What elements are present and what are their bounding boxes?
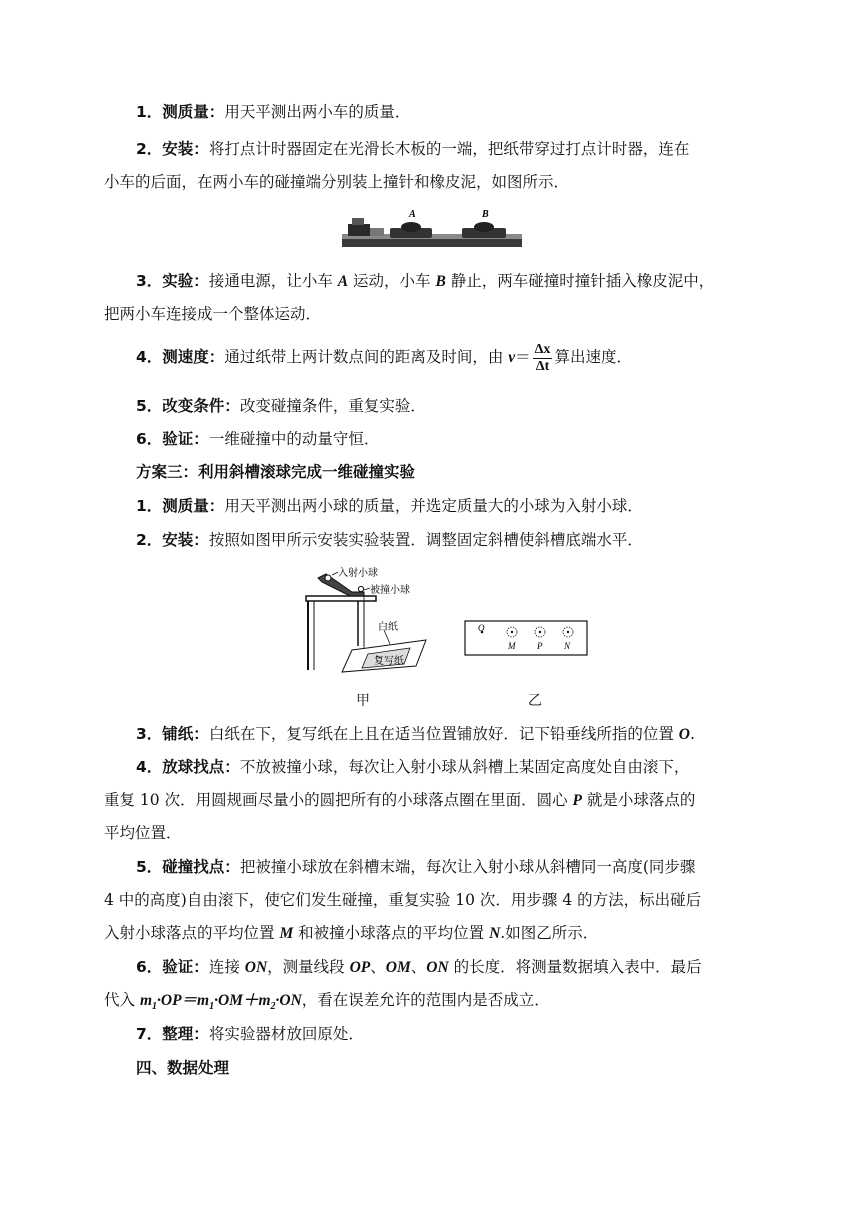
step-text: ，看在误差允许的范围内是否成立．: [301, 991, 550, 1009]
step-3-cont: 把两小车连接成一个整体运动．: [104, 305, 322, 323]
variable-n: N: [489, 925, 501, 942]
step-text: 白纸在下，复写纸在上且在适当位置铺放好．记下铅垂线所指的位置: [208, 725, 679, 743]
step-text: 通过纸带上两计数点间的距离及时间，由: [224, 348, 509, 366]
step-number: 5．: [136, 397, 163, 415]
step-1: [136, 102, 760, 122]
incident-ball-label: 入射小球: [338, 568, 378, 579]
step-number: 5．: [136, 858, 163, 876]
step-number: 2．: [136, 531, 163, 549]
cart-a-label: A: [409, 209, 416, 220]
point-n-label: N: [564, 641, 571, 651]
variable-m: M: [279, 925, 294, 942]
step-text: 把被撞小球放在斜槽末端，每次让入射小球从斜槽同一高度(同步骤: [239, 858, 696, 876]
step-text: 改变碰撞条件，重复实验．: [239, 397, 426, 415]
step-text: 静止，两车碰撞时撞针插入橡皮泥中，: [445, 272, 715, 290]
scheme-3-title: 方案三：利用斜槽滚球完成一维碰撞实验: [136, 463, 416, 481]
step-text: 运动，小车: [348, 272, 436, 290]
step-text: .如图乙所示．: [500, 924, 599, 942]
step-heading: 测质量：: [162, 497, 225, 515]
scheme3-step-7: [136, 1024, 760, 1044]
scheme3-step-5-cont: 4 中的高度)自由滚下，使它们发生碰撞，重复实验 10 次．用步骤 4 的方法，标出碰后: [104, 891, 702, 909]
step-text: 的长度．将测量数据填入表中．最后: [448, 958, 702, 976]
scheme3-step-6: [136, 957, 760, 978]
step-number: 6．: [136, 430, 163, 448]
step-heading: 实验：: [162, 272, 209, 290]
scheme3-step-5: [136, 857, 760, 877]
step-heading: 安装：: [162, 531, 209, 549]
step-text: 就是小球落点的: [581, 791, 696, 809]
scheme3-step-4-cont2: 平均位置．: [104, 824, 182, 842]
step-heading: 改变条件：: [162, 397, 240, 415]
step-text: 将实验器材放回原处．: [208, 1025, 364, 1043]
scheme3-step-2: [136, 530, 760, 550]
step-3: [136, 271, 760, 292]
step-number: 7．: [136, 1025, 163, 1043]
segment-on: ON: [244, 959, 268, 976]
step-text: 用天平测出两小车的质量．: [224, 103, 411, 121]
step-heading: 测质量：: [162, 103, 225, 121]
step-text: 用天平测出两小球的质量，并选定质量大的小球为入射小球．: [224, 497, 643, 515]
step-6: [136, 429, 760, 449]
step-number: 2．: [136, 140, 163, 158]
variable-b: B: [435, 273, 446, 290]
point-o-label: O: [478, 623, 485, 633]
fraction-denominator: Δt: [535, 358, 550, 374]
step-text: 算出速度．: [554, 348, 632, 366]
step-text: ，测量线段: [267, 958, 350, 976]
step-number: 3．: [136, 272, 163, 290]
ramp-apparatus-figure: [298, 566, 438, 676]
step-text: 不放被撞小球，每次让入射小球从斜槽上某固定高度处自由滚下，: [239, 758, 690, 776]
step-text: .: [689, 725, 695, 743]
step-heading: 测速度：: [162, 348, 225, 366]
step-heading: 安装：: [162, 140, 209, 158]
step-text: 按照如图甲所示安装实验装置．调整固定斜槽使斜槽底端水平．: [208, 531, 643, 549]
step-2-cont: 小车的后面，在两小车的碰撞端分别装上撞针和橡皮泥，如图所示．: [104, 173, 570, 191]
segment-om: OM: [385, 959, 411, 976]
step-text: 代入: [104, 991, 140, 1009]
step-number: 6．: [136, 958, 163, 976]
variable-a: A: [337, 273, 349, 290]
step-heading: 验证：: [162, 958, 209, 976]
scheme3-step-6-cont: [104, 990, 760, 1017]
step-heading: 放球找点：: [162, 758, 240, 776]
step-text: 连接: [208, 958, 245, 976]
segment-op: OP: [349, 959, 371, 976]
figure-caption-yi: 乙: [528, 693, 542, 709]
cart-collision-figure: [342, 206, 522, 252]
step-text: 一维碰撞中的动量守恒．: [208, 430, 380, 448]
step-text: 入射小球落点的平均位置: [104, 924, 280, 942]
scheme3-step-4-cont: [104, 790, 760, 811]
scheme3-step-1: [136, 496, 760, 516]
momentum-equation: $m_1\cdot OP=m_1\cdot OM+m_2\cdot ON$: [139, 992, 302, 1013]
step-number: 4．: [136, 348, 163, 366]
scheme3-step-5-cont2: [104, 923, 760, 944]
step-text: 、: [370, 958, 386, 976]
step-text: 重复 10 次．用圆规画尽量小的圆把所有的小球落点圈在里面．圆心: [104, 791, 573, 809]
white-paper-label: 白纸: [378, 622, 398, 633]
point-p-label: P: [537, 641, 543, 651]
step-number: 1．: [136, 497, 163, 515]
segment-on: ON: [426, 959, 449, 976]
scheme3-step-4: [136, 757, 760, 777]
step-number: 1．: [136, 103, 163, 121]
target-ball-label: 被撞小球: [370, 585, 410, 596]
step-number: 3．: [136, 725, 163, 743]
step-text: 将打点计时器固定在光滑长木板的一端，把纸带穿过打点计时器，连在: [208, 140, 690, 158]
step-5: [136, 396, 760, 416]
step-heading: 验证：: [162, 430, 209, 448]
variable-v: v: [508, 349, 516, 366]
step-text: 接通电源，让小车: [208, 272, 338, 290]
step-number: 4．: [136, 758, 163, 776]
step-heading: 铺纸：: [162, 725, 209, 743]
carbon-paper-label: 复写纸: [374, 656, 404, 667]
cart-b-label: B: [482, 209, 489, 220]
fraction-numerator: Δx: [534, 341, 551, 357]
equals-sign: ＝: [515, 348, 531, 366]
step-text: 和被撞小球落点的平均位置: [293, 924, 490, 942]
step-text: 、: [410, 958, 427, 976]
step-heading: 碰撞找点：: [162, 858, 240, 876]
step-2: [136, 139, 760, 159]
figure-caption-jia: 甲: [356, 693, 370, 709]
step-4: [136, 339, 760, 376]
landing-points-figure: [464, 620, 588, 656]
step-heading: 整理：: [162, 1025, 209, 1043]
variable-o: O: [678, 726, 690, 743]
scheme3-step-3: [136, 724, 760, 745]
section-4-title: 四、数据处理: [136, 1059, 230, 1077]
point-m-label: M: [508, 641, 516, 651]
velocity-fraction: [533, 342, 553, 375]
variable-p: P: [572, 792, 582, 809]
